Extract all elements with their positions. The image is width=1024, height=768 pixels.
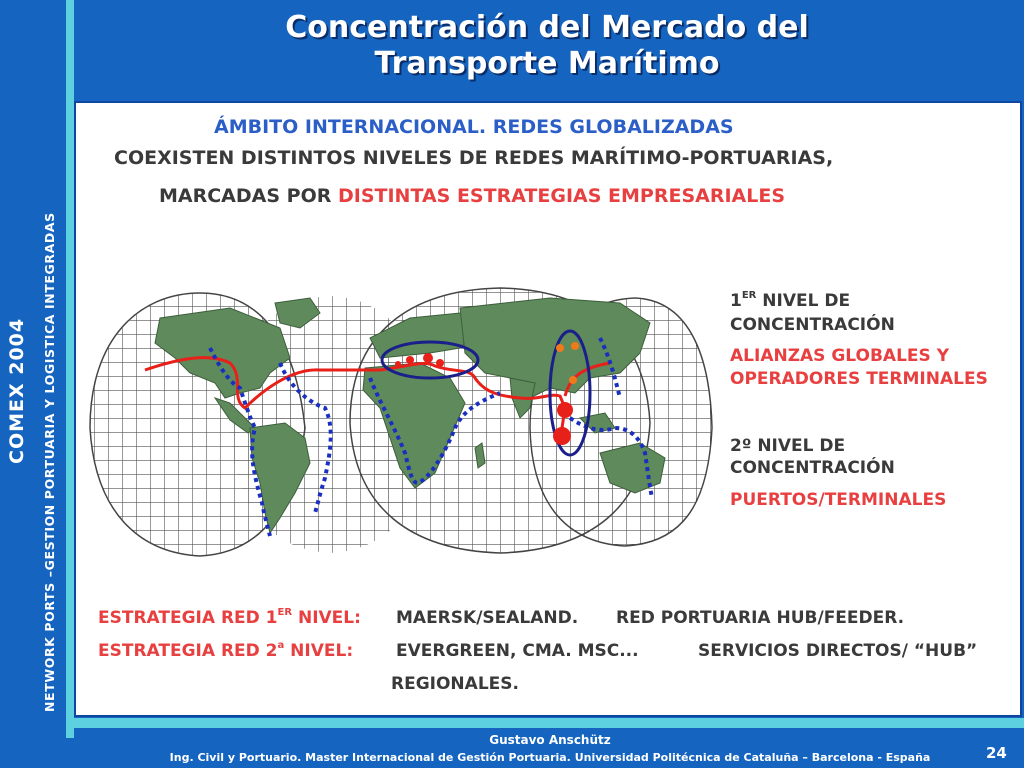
legend-level1-line2: CONCENTRACIÓN: [730, 315, 895, 335]
page-number: 24: [986, 744, 1007, 762]
legend-level1-desc1: ALIANZAS GLOBALES Y: [730, 346, 950, 366]
legend-level1-sup: ER: [741, 290, 757, 301]
legend-level2-line2: CONCENTRACIÓN: [730, 458, 895, 478]
strategy1-label-a: ESTRATEGIA RED 1: [98, 608, 278, 628]
legend-level1-num: 1: [730, 291, 742, 311]
slide-title-line2: Transporte Marítimo: [374, 46, 720, 81]
left-accent-stripe: [66, 0, 74, 738]
legend-level1-desc2: OPERADORES TERMINALES: [730, 369, 988, 389]
legend-level2-title: 2º NIVEL DE: [730, 436, 846, 456]
bottom-accent-stripe: [66, 718, 1024, 728]
content-panel: [76, 103, 1020, 715]
sidebar-network-label: NETWORK PORTS –GESTION PORTUARIA Y LOGISTICA INTEGRADAS: [42, 212, 57, 712]
strategy2-label: [98, 641, 353, 661]
world-map: [80, 278, 720, 568]
legend-level2-desc: PUERTOS/TERMINALES: [730, 490, 947, 510]
strategy2-network: SERVICIOS DIRECTOS/ “HUB”: [698, 641, 978, 661]
strategy1-label-sup: ER: [277, 607, 293, 618]
strategy2-network-cont: REGIONALES.: [391, 674, 519, 694]
strategy2-label-b: NIVEL:: [284, 641, 354, 661]
strategy1-label: [98, 608, 361, 628]
slide-title-line1: Concentración del Mercado del: [285, 10, 809, 45]
heading-marcadas: [159, 185, 785, 207]
strategy2-label-sup: a: [277, 640, 285, 651]
strategy1-carriers: MAERSK/SEALAND.: [396, 608, 579, 628]
heading-marcadas-prefix: MARCADAS POR: [159, 185, 338, 207]
sidebar-comex-label: COMEX 2004: [6, 317, 28, 464]
legend-level1-title: [730, 291, 850, 311]
legend-level1-rest: NIVEL DE: [756, 291, 851, 311]
heading-ambito: ÁMBITO INTERNACIONAL. REDES GLOBALIZADAS: [214, 116, 734, 138]
strategy2-carriers: EVERGREEN, CMA. MSC...: [396, 641, 639, 661]
footer-affiliation: Ing. Civil y Portuario. Master Internacional de Gestión Portuaria. Universidad Politécnica de Cataluña – Barcelona - España: [169, 751, 931, 764]
strategy2-label-a: ESTRATEGIA RED 2: [98, 641, 278, 661]
strategy1-label-b: NIVEL:: [292, 608, 361, 628]
slide-title: [80, 10, 1014, 82]
heading-coexisten: COEXISTEN DISTINTOS NIVELES DE REDES MARÍTIMO-PORTUARIAS,: [114, 147, 834, 169]
footer-author: Gustavo Anschütz: [489, 733, 611, 747]
strategy1-network: RED PORTUARIA HUB/FEEDER.: [616, 608, 905, 628]
heading-marcadas-highlight: DISTINTAS ESTRATEGIAS EMPRESARIALES: [338, 185, 786, 207]
